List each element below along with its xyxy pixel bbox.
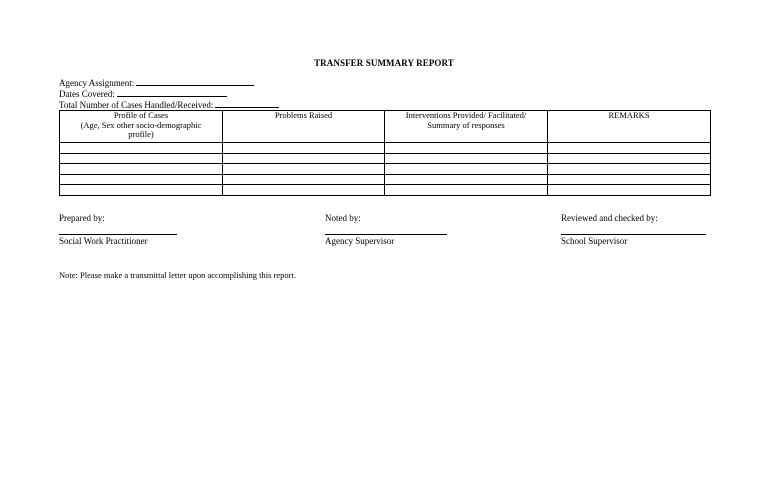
header-profile-of-cases [60, 111, 223, 143]
dates-covered-blank [117, 88, 227, 97]
header-interventions-line2: Summary of responses [427, 119, 505, 130]
header-problems-raised [223, 111, 385, 143]
header-profile-line3: profile) [128, 129, 154, 139]
table-row [60, 185, 711, 196]
table-cell [60, 174, 223, 185]
reviewed-by-signature-line [561, 234, 706, 235]
table-cell [60, 153, 223, 164]
table-row [60, 174, 711, 185]
table-cell [223, 185, 385, 196]
header-remarks-label: REMARKS [608, 110, 650, 120]
table-cell [385, 143, 548, 154]
agency-assignment-label: Agency Assignment: [59, 78, 135, 88]
table-cell [60, 164, 223, 175]
table-row [60, 143, 711, 154]
dates-covered-field [59, 88, 227, 99]
table-cell [223, 164, 385, 175]
table-cell [385, 153, 548, 164]
table-cell [223, 153, 385, 164]
table-header-row [60, 111, 711, 143]
noted-by-label: Noted by: [325, 213, 361, 223]
reviewed-by-role: School Supervisor [561, 236, 628, 246]
table-cell [60, 143, 223, 154]
total-cases-label: Total Number of Cases Handled/Received: [59, 100, 214, 110]
reviewed-by-label: Reviewed and checked by: [561, 213, 658, 223]
table-cell [385, 185, 548, 196]
dates-covered-label: Dates Covered: [59, 89, 115, 99]
header-problems-label: Problems Raised [274, 110, 333, 120]
table-cell [385, 174, 548, 185]
report-title: TRANSFER SUMMARY REPORT [314, 58, 454, 68]
table-cell [548, 143, 711, 154]
summary-table [59, 110, 711, 196]
header-interventions [385, 111, 548, 143]
footer-note: Note: Please make a transmittal letter upon accomplishing this report. [59, 270, 296, 280]
table-cell [385, 164, 548, 175]
table-row [60, 164, 711, 175]
header-profile-line2: (Age, Sex other socio-demographic [80, 119, 202, 130]
noted-by-role: Agency Supervisor [325, 236, 395, 246]
table-cell [223, 143, 385, 154]
table-cell [548, 174, 711, 185]
prepared-by-signature-line [59, 234, 177, 235]
total-cases-blank [215, 99, 279, 108]
noted-by-signature-line [325, 234, 447, 235]
header-profile-line1: Profile of Cases [113, 110, 169, 120]
total-cases-field [59, 99, 279, 110]
table-row [60, 153, 711, 164]
agency-assignment-field [59, 77, 254, 88]
table-cell [548, 164, 711, 175]
table-cell [223, 174, 385, 185]
agency-assignment-blank [136, 77, 254, 86]
table-cell [60, 185, 223, 196]
header-remarks [548, 111, 711, 143]
prepared-by-label: Prepared by: [59, 213, 105, 223]
table-cell [548, 185, 711, 196]
prepared-by-role: Social Work Practitioner [59, 236, 148, 246]
header-interventions-line1: Interventions Provided/ Facilitated/ [405, 110, 527, 120]
table-cell [548, 153, 711, 164]
